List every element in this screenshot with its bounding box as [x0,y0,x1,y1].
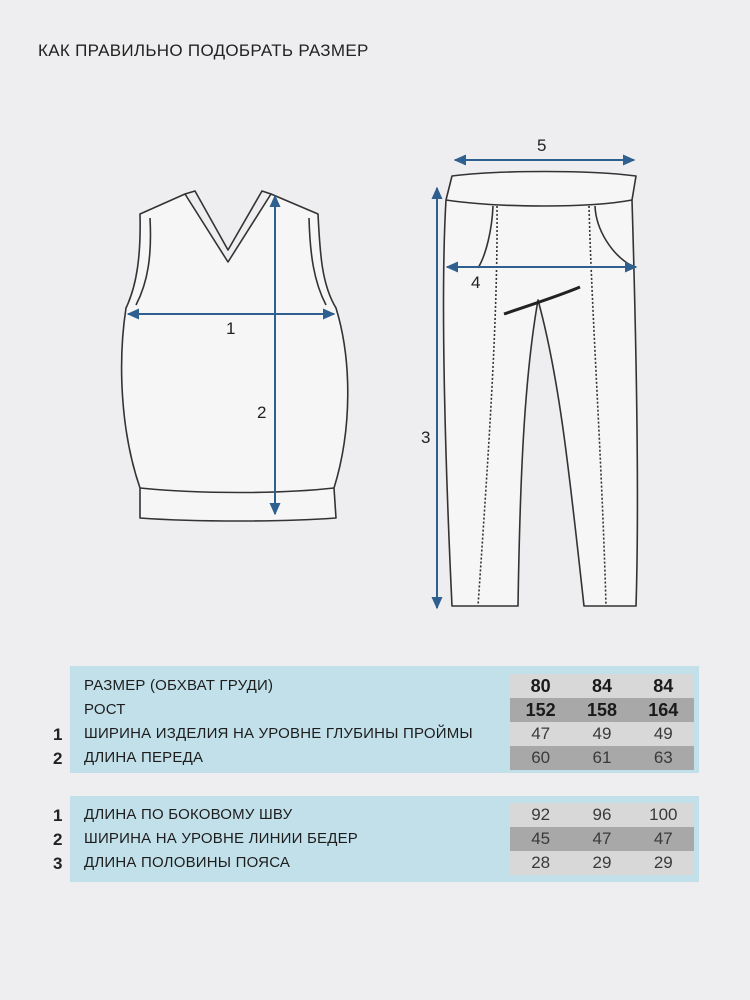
row-label: ДЛИНА ПЕРЕДА [84,749,204,766]
table-row [70,698,699,722]
height-values: 152 158 164 [510,698,694,722]
row-label: ДЛИНА ПОЛОВИНЫ ПОЯСА [84,854,291,871]
row-values: 28 29 29 [510,851,694,875]
table-row [53,803,699,827]
row-values: 92 96 100 [510,803,694,827]
row-label: РАЗМЕР (ОБХВАТ ГРУДИ) [84,677,274,694]
table-row [53,851,699,875]
row-number: 3 [53,854,63,873]
row-values: 45 47 47 [510,827,694,851]
table-row [70,674,699,698]
table-row [53,827,699,851]
row-label: ШИРИНА НА УРОВНЕ ЛИНИИ БЕДЕР [84,830,359,847]
row-label: РОСТ [84,701,126,718]
pants-size-table [53,796,699,882]
vest-size-table [53,666,699,773]
pants-label-5: 5 [537,136,547,155]
table-row [53,746,699,770]
row-number: 2 [53,830,63,849]
pants-label-3: 3 [421,428,431,447]
pants-illustration [444,172,638,607]
vest-label-2: 2 [257,403,267,422]
table-row [53,722,699,746]
vest-label-1: 1 [226,319,236,338]
row-values: 60 61 63 [510,746,694,770]
row-number: 1 [53,725,63,744]
page-title: КАК ПРАВИЛЬНО ПОДОБРАТЬ РАЗМЕР [38,41,369,60]
vest-illustration [122,191,348,521]
row-values: 47 49 49 [510,722,694,746]
pants-label-4: 4 [471,273,481,292]
row-number: 1 [53,806,63,825]
row-number: 2 [53,749,63,768]
row-label: ШИРИНА ИЗДЕЛИЯ НА УРОВНЕ ГЛУБИНЫ ПРОЙМЫ [84,725,473,742]
row-label: ДЛИНА ПО БОКОВОМУ ШВУ [84,806,293,823]
size-values: 80 84 84 [510,674,694,698]
